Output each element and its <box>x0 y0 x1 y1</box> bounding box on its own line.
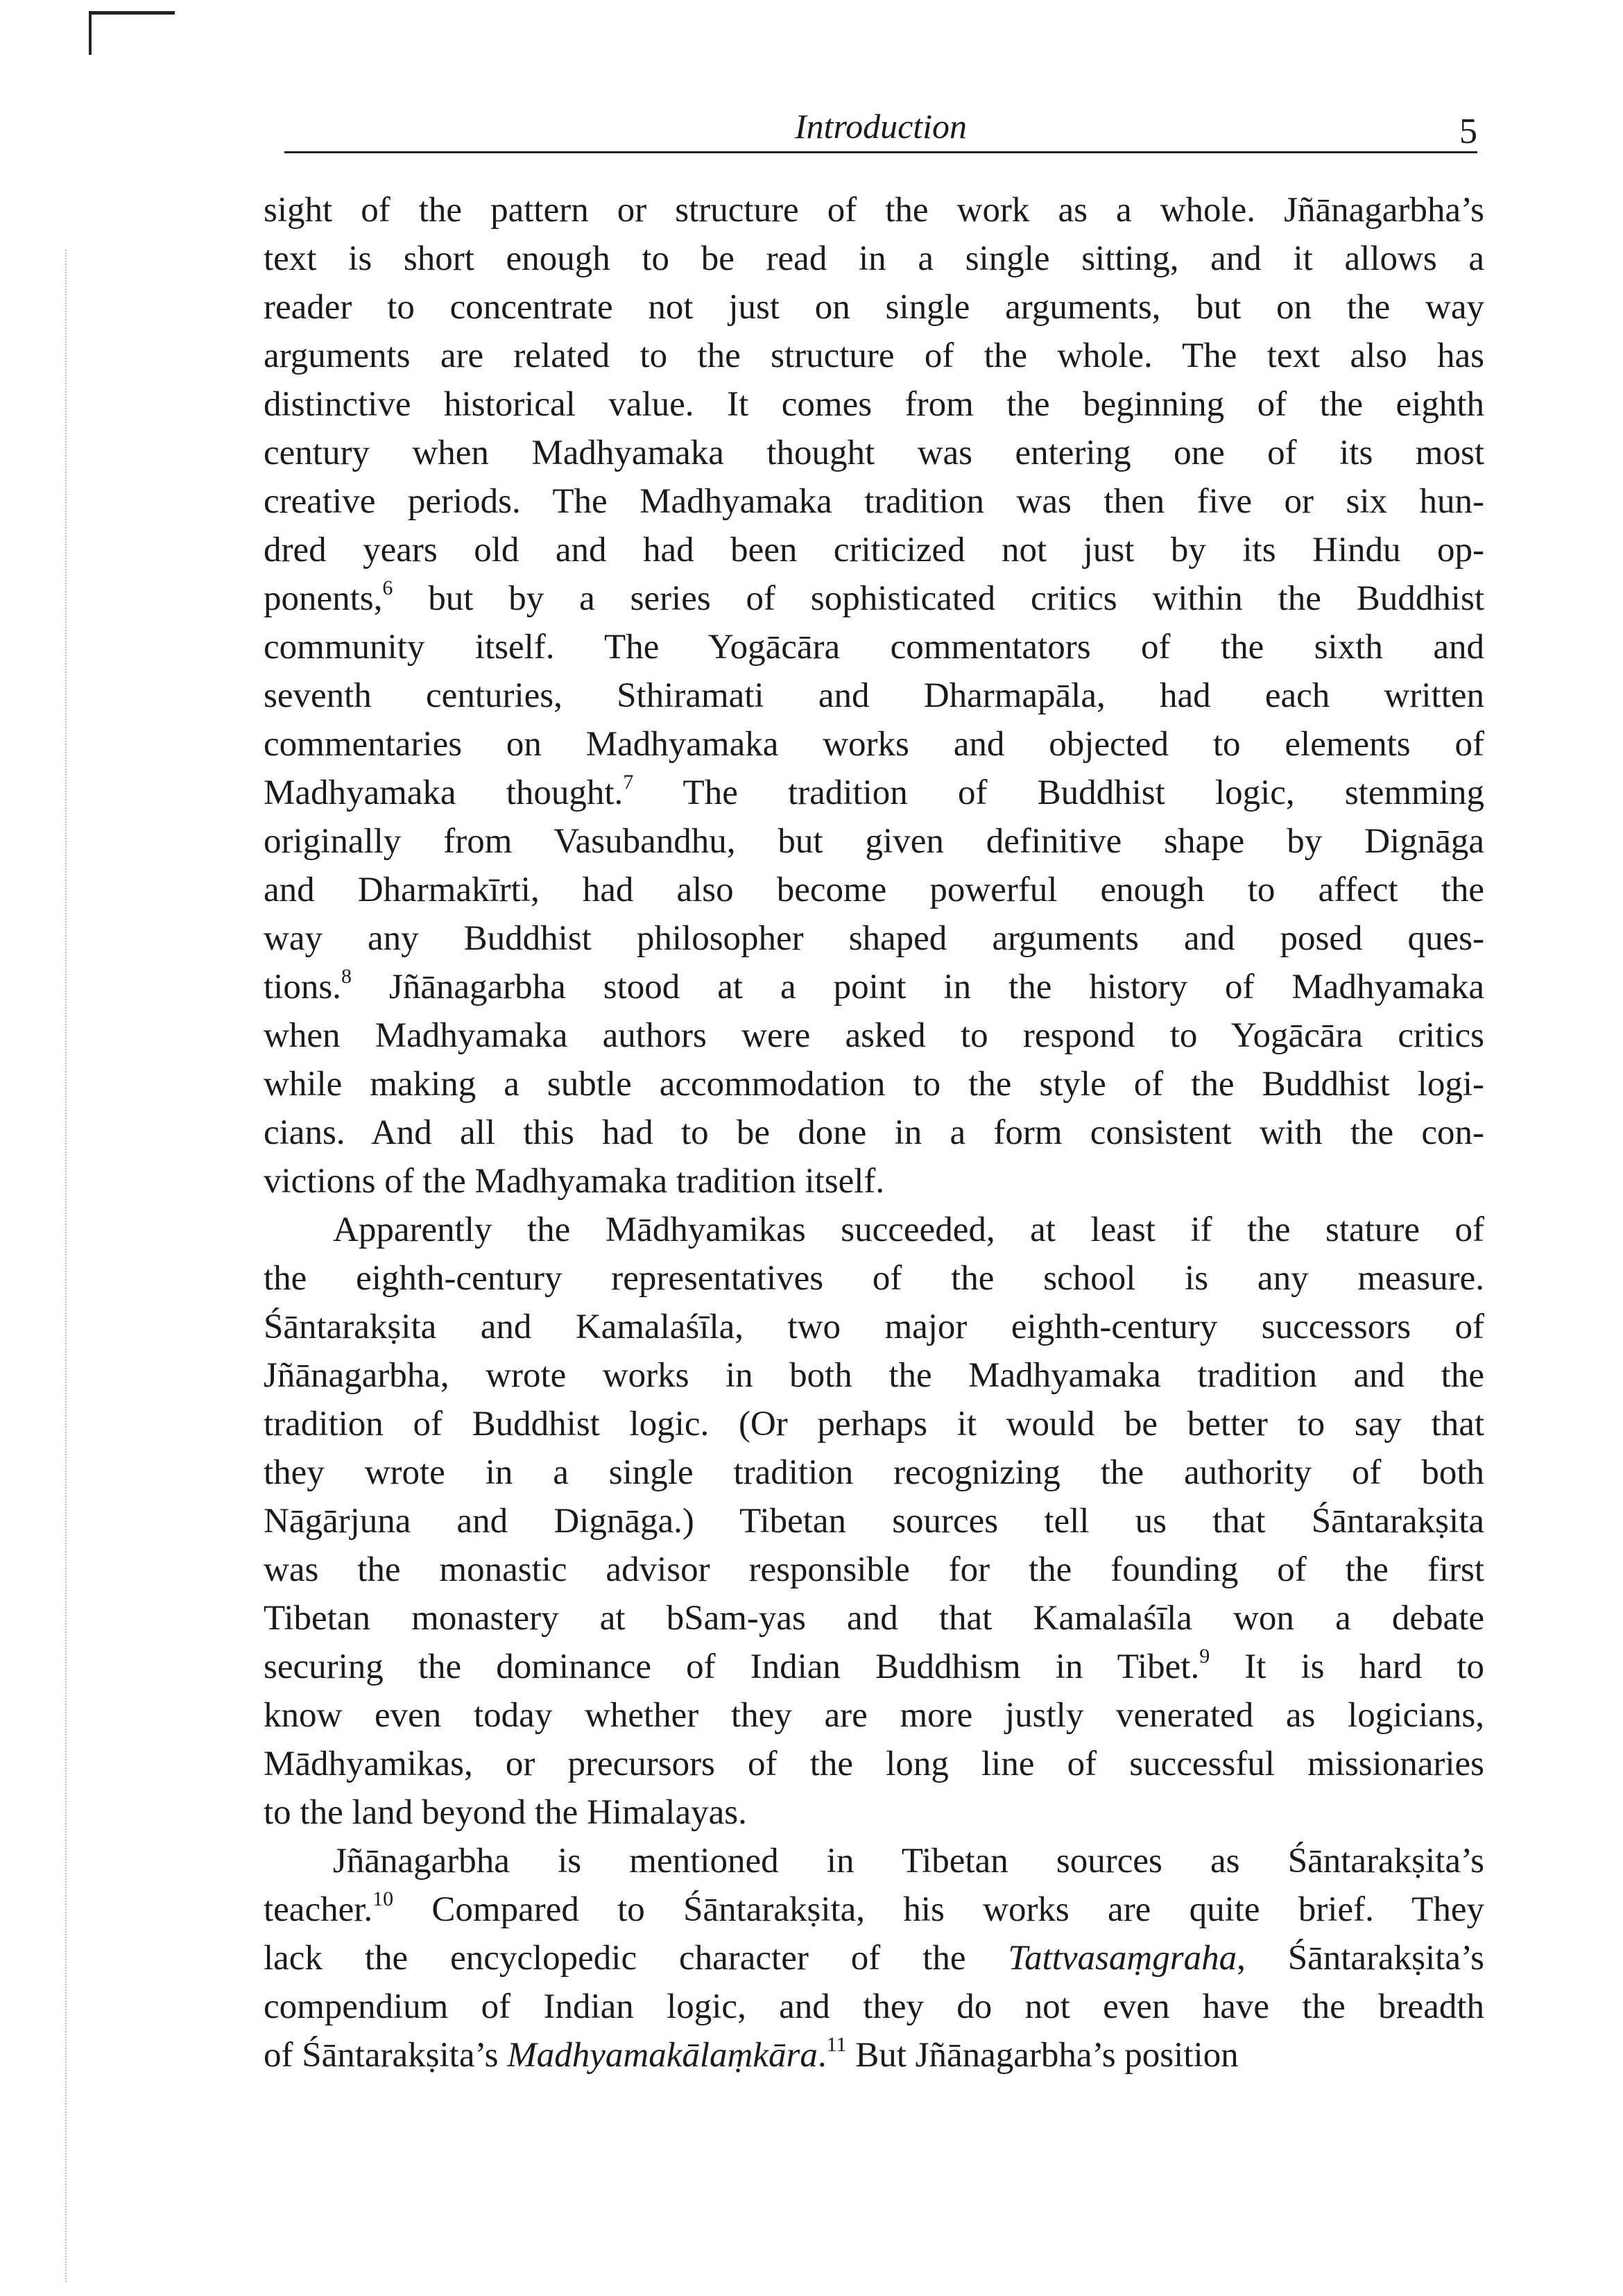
line-text-cont: Compared to Śāntarakṣita, his works are quite brief. They <box>393 1890 1484 1929</box>
text-line <box>264 1740 1484 1788</box>
line-text: way any Buddhist philosopher shaped arguments and posed ques- <box>264 919 1484 958</box>
line-text-cont: , Śāntarakṣita’s <box>1237 1939 1485 1978</box>
line-text: to the land beyond the Himalayas. <box>264 1793 747 1832</box>
line-text: Jñānagarbha is mentioned in Tibetan sources as Śāntarakṣita’s <box>333 1842 1484 1881</box>
text-line <box>264 1060 1484 1108</box>
text-line <box>264 1254 1484 1303</box>
text-line <box>264 2031 1484 2080</box>
line-text: Śāntarakṣita and Kamalaśīla, two major eighth-century successors of <box>264 1308 1484 1346</box>
text-line <box>264 1934 1484 1982</box>
line-text: compendium of Indian logic, and they do not even have the breadth <box>264 1987 1484 2026</box>
line-text: the eighth-century representatives of the school is any measure. <box>264 1259 1484 1298</box>
line-text: cians. And all this had to be done in a form consistent with the con- <box>264 1113 1484 1152</box>
text-line <box>264 283 1484 332</box>
page-number: 5 <box>1459 112 1477 151</box>
line-text: tions. <box>264 968 341 1006</box>
line-text: reader to concentrate not just on single arguments, but on the way <box>264 288 1484 327</box>
text-line <box>264 671 1484 720</box>
text-line <box>264 1400 1484 1448</box>
paragraph <box>264 1206 1484 1837</box>
line-text: lack the encyclopedic character of the <box>264 1939 1008 1978</box>
line-text: tradition of Buddhist logic. (Or perhaps it would be better to say that <box>264 1405 1484 1443</box>
line-text: text is short enough to be read in a single sitting, and it allows a <box>264 239 1484 278</box>
line-text: community itself. The Yogācāra commentators of the sixth and <box>264 628 1484 667</box>
line-text: distinctive historical value. It comes from the beginning of the eighth <box>264 385 1484 424</box>
text-line <box>264 1545 1484 1594</box>
chapter-title: Introduction <box>794 107 968 146</box>
text-line <box>264 1448 1484 1497</box>
running-head <box>284 104 1477 153</box>
text-line <box>264 186 1484 234</box>
paragraph <box>264 186 1484 1206</box>
footnote-marker: 9 <box>1199 1645 1210 1668</box>
line-text: commentaries on Madhyamaka works and objected to elements of <box>264 725 1484 764</box>
line-text: Tibetan monastery at bSam-yas and that Kamalaśīla won a debate <box>264 1599 1484 1638</box>
line-text: teacher. <box>264 1890 373 1929</box>
line-text: century when Madhyamaka thought was entering one of its most <box>264 434 1484 472</box>
line-text: know even today whether they are more justly venerated as logicians, <box>264 1696 1484 1735</box>
line-text: ponents, <box>264 579 383 618</box>
text-line <box>264 623 1484 671</box>
text-line <box>264 914 1484 963</box>
line-text-cont: But Jñānagarbha’s position <box>846 2036 1239 2075</box>
line-text: while making a subtle accommodation to the style of the Buddhist logi- <box>264 1065 1484 1104</box>
text-line <box>264 1643 1484 1691</box>
page-edge-shadow <box>65 250 67 2282</box>
line-text: seventh centuries, Sthiramati and Dharmapāla, had each written <box>264 676 1484 715</box>
text-line <box>264 1497 1484 1545</box>
text-line <box>264 1788 1484 1837</box>
text-line <box>264 1206 1484 1254</box>
line-text: victions of the Madhyamaka tradition itself. <box>264 1162 885 1201</box>
line-text: Mādhyamikas, or precursors of the long line of successful missionaries <box>264 1745 1484 1783</box>
line-text-cont: but by a series of sophisticated critics within the Buddhist <box>393 579 1484 618</box>
line-text-cont: Jñānagarbha stood at a point in the history of Madhyamaka <box>351 968 1484 1006</box>
line-text: of Śāntarakṣita’s <box>264 2036 508 2075</box>
footnote-marker: 6 <box>382 576 393 599</box>
footnote-marker: 11 <box>826 2033 847 2056</box>
text-line <box>264 526 1484 574</box>
line-text: Madhyamaka thought. <box>264 773 624 812</box>
footnote-marker: 10 <box>372 1887 394 1910</box>
header-rule <box>284 151 1477 153</box>
text-line <box>264 817 1484 866</box>
line-text: arguments are related to the structure of the whole. The text also has <box>264 336 1484 375</box>
line-text: securing the dominance of Indian Buddhism in Tibet. <box>264 1647 1200 1686</box>
text-line <box>264 234 1484 283</box>
text-line <box>264 963 1484 1011</box>
text-line <box>264 720 1484 769</box>
text-line <box>264 1157 1484 1206</box>
text-line <box>264 332 1484 380</box>
text-line <box>264 429 1484 477</box>
text-line <box>264 1982 1484 2031</box>
footnote-marker: 8 <box>341 965 352 988</box>
text-line <box>264 1303 1484 1351</box>
scan-corner-mark <box>89 11 175 55</box>
footnote-marker: 7 <box>623 771 634 794</box>
text-line <box>264 1837 1484 1885</box>
line-text: and Dharmakīrti, had also become powerful enough to affect the <box>264 871 1484 909</box>
text-line <box>264 866 1484 914</box>
text-line <box>264 380 1484 429</box>
text-line <box>264 574 1484 623</box>
text-line <box>264 1351 1484 1400</box>
text-line <box>264 1108 1484 1157</box>
text-line <box>264 1691 1484 1740</box>
line-text: originally from Vasubandhu, but given definitive shape by Dignāga <box>264 822 1484 861</box>
text-line <box>264 477 1484 526</box>
line-text: Jñānagarbha, wrote works in both the Madhyamaka tradition and the <box>264 1356 1484 1395</box>
line-text-punct: . <box>817 2036 827 2075</box>
line-text-cont: It is hard to <box>1210 1647 1484 1686</box>
text-line <box>264 1885 1484 1934</box>
line-text: dred years old and had been criticized not just by its Hindu op- <box>264 531 1484 569</box>
italic-title: Tattvasaṃgraha <box>1008 1939 1237 1978</box>
text-line <box>264 1594 1484 1643</box>
line-text: was the monastic advisor responsible for the founding of the first <box>264 1550 1484 1589</box>
text-line <box>264 1011 1484 1060</box>
italic-title: Madhyamakālaṃkāra <box>507 2036 818 2075</box>
body-text <box>264 186 1484 2080</box>
line-text: Apparently the Mādhyamikas succeeded, at least if the stature of <box>333 1210 1484 1249</box>
line-text: sight of the pattern or structure of the work as a whole. Jñānagarbha’s <box>264 191 1484 230</box>
line-text: Nāgārjuna and Dignāga.) Tibetan sources tell us that Śāntarakṣita <box>264 1502 1484 1541</box>
line-text-cont: The tradition of Buddhist logic, stemming <box>633 773 1484 812</box>
line-text: when Madhyamaka authors were asked to respond to Yogācāra critics <box>264 1016 1484 1055</box>
paragraph <box>264 1837 1484 2080</box>
line-text: creative periods. The Madhyamaka tradition was then five or six hun- <box>264 482 1484 521</box>
text-line <box>264 769 1484 817</box>
line-text: they wrote in a single tradition recognizing the authority of both <box>264 1453 1484 1492</box>
